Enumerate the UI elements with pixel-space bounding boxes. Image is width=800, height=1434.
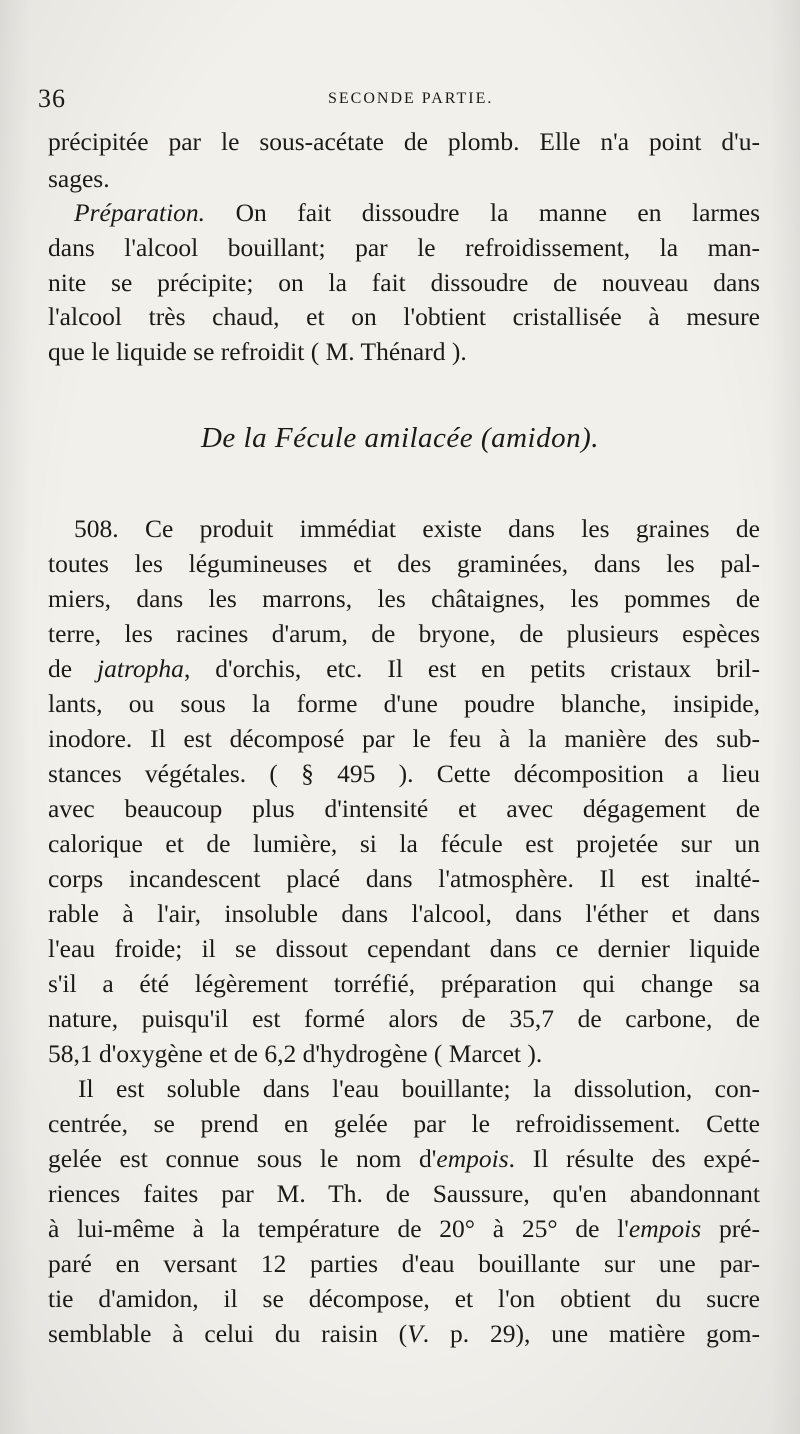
text-line: de jatropha, d'orchis, etc. Il est en petits cristaux bril- — [48, 654, 760, 683]
text-line: nite se précipite; on la fait dissoudre de nouveau dans — [48, 268, 760, 297]
text-line: inodore. Il est décomposé par le feu à la manière des sub- — [48, 724, 760, 753]
empois-term: empois — [628, 1214, 702, 1243]
empois-term: empois — [436, 1144, 509, 1173]
page-header — [38, 84, 748, 114]
page-number: 36 — [38, 84, 66, 113]
text-line: nature, puisqu'il est formé alors de 35,7 de carbone, de — [48, 1004, 760, 1033]
text-line: gelée est connue sous le nom d'empois. Il résulte des expé- — [48, 1144, 760, 1173]
jatropha-term: jatropha — [97, 654, 184, 683]
text-line: paré en versant 12 parties d'eau bouillante sur une par- — [48, 1249, 760, 1278]
text-line: s'il a été légèrement torréfié, préparation qui change sa — [48, 969, 760, 998]
text-line: que le liquide se refroidit ( M. Thénard ). — [48, 337, 467, 366]
text-line: semblable à celui du raisin (V. p. 29), une matière gom- — [48, 1319, 761, 1348]
text-line: miers, dans les marrons, les châtaignes, les pommes de — [48, 584, 760, 613]
v-abbrev: V — [407, 1319, 423, 1348]
text-line: Il est soluble dans l'eau bouillante; la dissolution, con- — [78, 1074, 760, 1103]
text-line: 508. Ce produit immédiat existe dans les graines de — [74, 514, 760, 543]
section-heading: De la Fécule amilacée (amidon). — [200, 422, 600, 454]
text-line: 58,1 d'oxygène et de 6,2 d'hydrogène ( Marcet ). — [48, 1039, 543, 1068]
text-line: stances végétales. ( § 495 ). Cette décomposition a lieu — [48, 759, 760, 788]
text-line: calorique et de lumière, si la fécule est projetée sur un — [48, 829, 760, 858]
text-line: tie d'amidon, il se décompose, et l'on obtient du sucre — [48, 1284, 760, 1313]
text-line: centrée, se prend en gelée par le refroidissement. Cette — [48, 1109, 760, 1138]
preparation-label: Préparation. — [74, 198, 206, 227]
text-line: dans l'alcool bouillant; par le refroidissement, la man- — [48, 233, 760, 262]
text-line: corps incandescent placé dans l'atmosphère. Il est inalté- — [48, 864, 760, 893]
text-line: sages. — [48, 164, 110, 193]
running-head: SECONDE PARTIE. — [328, 90, 494, 107]
text-line: riences faites par M. Th. de Saussure, qu'en abandonnant — [48, 1179, 760, 1208]
text-line: toutes les légumineuses et des graminées, dans les pal- — [48, 549, 760, 578]
text-line: Préparation. On fait dissoudre la manne en larmes — [74, 198, 760, 227]
text-line: rable à l'air, insoluble dans l'alcool, dans l'éther et dans — [48, 899, 760, 928]
text-line: précipitée par le sous-acétate de plomb. Elle n'a point d'u- — [48, 127, 760, 156]
text-line: à lui-même à la température de 20° à 25° de l'empois pré- — [48, 1214, 760, 1243]
text-line: l'alcool très chaud, et on l'obtient cristallisée à mesure — [48, 302, 760, 331]
text-line: terre, les racines d'arum, de bryone, de plusieurs espèces — [48, 619, 760, 648]
text-line: lants, ou sous la forme d'une poudre blanche, insipide, — [48, 689, 760, 718]
text-line: l'eau froide; il se dissout cependant dans ce dernier liquide — [48, 934, 760, 963]
text-line: avec beaucoup plus d'intensité et avec dégagement de — [48, 794, 760, 823]
